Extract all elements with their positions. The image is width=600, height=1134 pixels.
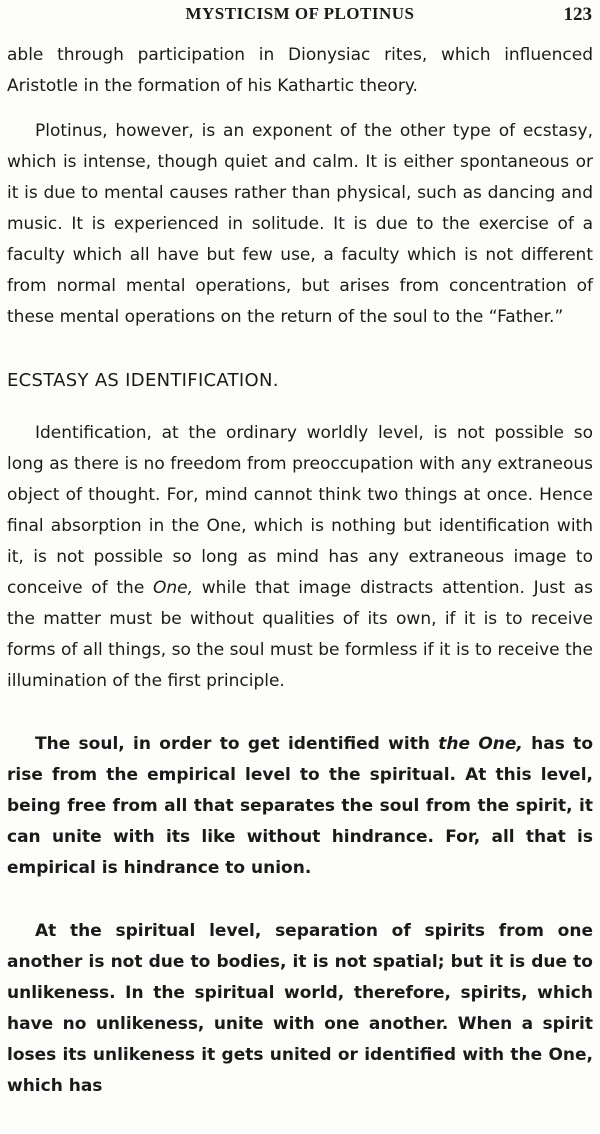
paragraph-soul-emphasis: the One, (438, 734, 523, 754)
body-text (7, 40, 593, 1134)
page-number: 123 (563, 4, 592, 25)
paragraph-identification (7, 418, 593, 697)
paragraph-identification-text-1: Identification, at the ordinary worldly level, is not possible so long as there is no freedom from preoccupation with any extraneous object of thought. For, mind cannot think two things at once. Hence final absorption in the One, which is nothing but identification with it, is not possible so long as mind has any extraneous image to conceive of the (7, 423, 593, 598)
paragraph-spiritual-level: At the spiritual level, separation of spirits from one another is not due to bodies, it is not spatial; but it is due to unlikeness. In the spiritual world, therefore, spirits, which have no unlikeness, unite with one another. When a spirit loses its unlikeness it gets united or identified with the One, which has (7, 921, 593, 1096)
paragraph-soul (7, 729, 593, 884)
section-heading: ECSTASY AS IDENTIFICATION. (7, 370, 279, 391)
paragraph-identification-text-2: while that image distracts attention. Just as the matter must be without qualities of its own, if it is to receive forms of all things, so the soul must be formless if it is to receive the illumination of the first principle. (7, 578, 593, 691)
paragraph-plotinus-ecstasy: Plotinus, however, is an exponent of the other type of ecstasy, which is intense, though quiet and calm. It is either spontaneous or it is due to mental causes rather than physical, such as dancing and music. It is experienced in solitude. It is due to the exercise of a faculty which all have but few use, a faculty which is not different from normal mental operations, but arises from concentration of these mental operations on the return of the soul to the “Father.” (7, 121, 593, 327)
running-head (0, 4, 600, 28)
paragraph-continued: able through participation in Dionysiac rites, which influenced Aristotle in the formation of his Kathartic theory. (7, 45, 593, 96)
running-title: MYSTICISM OF PLOTINUS (185, 4, 415, 23)
paragraph-identification-emphasis: One, (153, 578, 194, 598)
paragraph-soul-text-2: has to rise from the empirical level to the spiritual. At this level, being free from all that separates the soul from the spirit, it can unite with its like without hindrance. For, all that is empirical is hindrance to union. (7, 734, 593, 878)
paragraph-soul-text-1: The soul, in order to get identified with (35, 734, 439, 754)
